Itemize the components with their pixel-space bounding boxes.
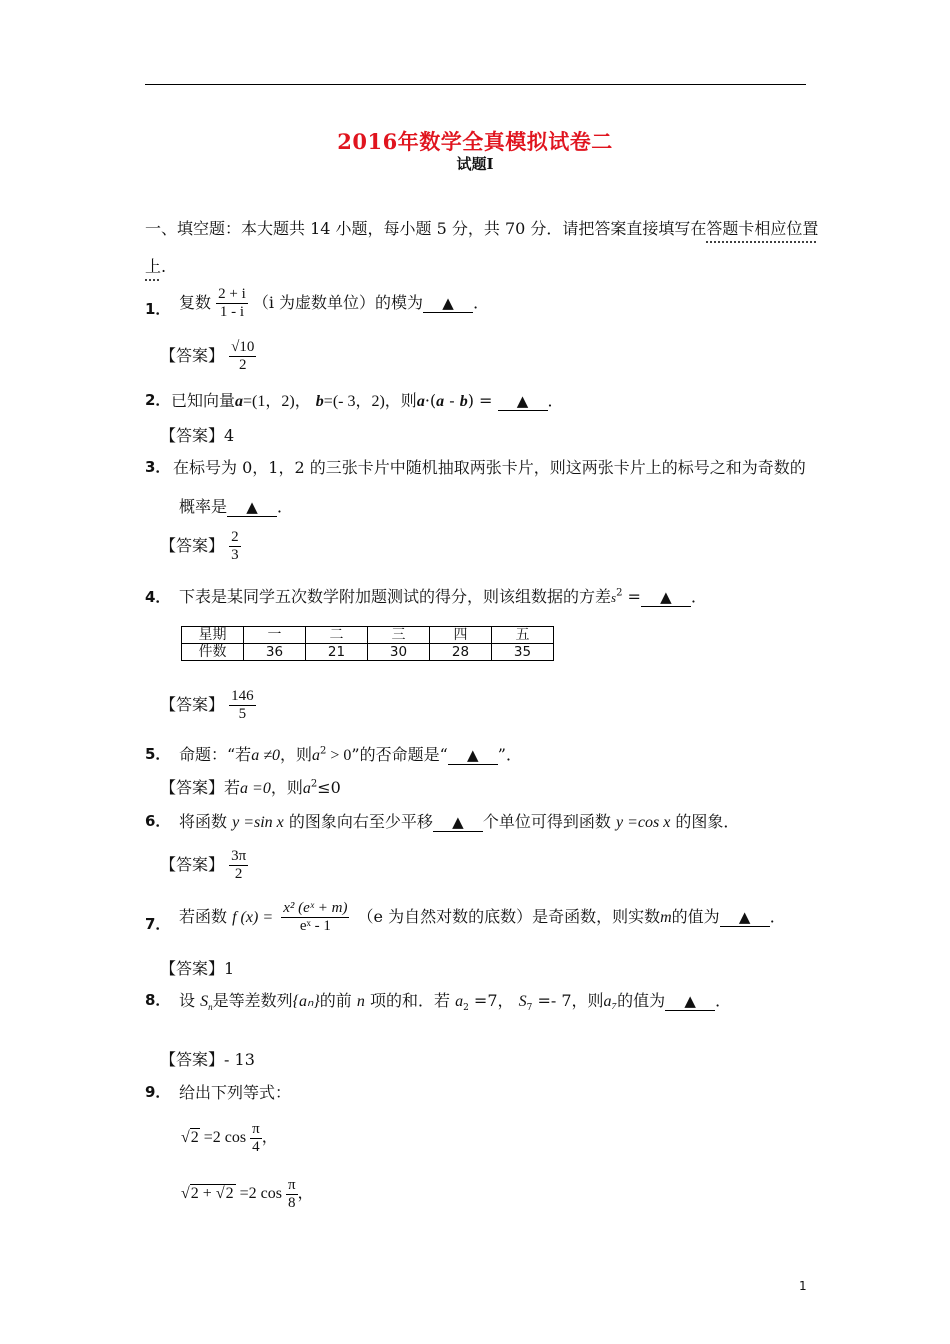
answer-fraction: $\frac{2}{3}$ [231,529,239,563]
answer-label: 【答案】 [160,426,225,445]
answer-blank: ▲ [448,746,498,765]
question-number: 7． [145,915,171,933]
question-4: 下表是某同学五次数学附加题测试的得分，则该组数据的方差$s^2$ = ▲ ． [179,587,707,606]
question-number: 1． [145,300,171,318]
page-subtitle: 试题Ⅰ [456,155,494,173]
answer-blank: ▲ [720,908,770,927]
table-cell: 28 [430,644,492,661]
answer-fraction: $\frac{√10}{2}$ [231,339,255,373]
intro-end: . [161,257,167,276]
page-title: 2016年数学全真模拟试卷二 [337,129,613,154]
answer-fraction: $\frac{146}{5}$ [231,688,254,722]
sqrt: √2 [181,1129,199,1147]
answer-label: 【答案】 [160,695,225,714]
answer-blank: ▲ [423,294,473,313]
table-row-label: 件数 [182,644,244,661]
answer-6 [160,849,248,882]
table-header-cell: 四 [430,627,492,644]
question-number: 8． [145,991,171,1009]
table-header-cell: 三 [368,627,430,644]
question-2: 已知向量a=(1，2)， b=(- 3，2)，则a·(a - b) = ▲ ． [171,391,564,410]
answer-5: 【答案】若a =0，则$a^2\le 0$ [160,778,341,797]
answer-blank: ▲ [433,813,483,832]
table-cell: 36 [244,644,306,661]
question-number: 5． [145,745,171,763]
intro-emphasis-2: 上 [145,257,162,276]
question-number: 4． [145,588,171,606]
q7-fraction: $\frac{\text{x² (eˣ + m)}}{\text{eˣ - 1}}$ [283,900,348,934]
answer-label: 【答案】 [160,346,225,365]
page-number: 1 [799,1279,807,1293]
section-intro [145,216,818,239]
question-number: 2． [145,391,171,409]
question-1: 复数 $\frac{2 + i}{1 - i}$ （i 为虚数单位）的模为 ▲ ． [179,286,490,320]
answer-fraction: $\frac{3\pi}{2}$ [231,848,247,882]
answer-2 [160,423,234,446]
answer-label: 【答案】 [160,855,225,874]
table-row [182,627,554,644]
table-cell: 35 [492,644,554,661]
table-row [182,644,554,661]
table-header-cell: 二 [306,627,368,644]
answer-label: 【答案】 [160,536,225,555]
answer-blank: ▲ [665,992,715,1011]
q1-text-2: （i 为虚数单位）的模为 [252,293,424,312]
answer-blank: ▲ [227,498,277,517]
answer-7 [160,956,234,979]
intro-emphasis: 答题卡相应位置 [706,219,819,238]
equation-1: √2 =2 cos $\frac{\pi}{4}$ ， [181,1121,278,1155]
answer-3 [160,530,241,563]
table-cell: 30 [368,644,430,661]
intro-text: 一、填空题：本大题共 14 小题，每小题 5 分，共 70 分．请把答案直接填写在 [145,219,707,238]
answer-label: 【答案】 [160,959,225,978]
table-header-cell: 一 [244,627,306,644]
question-8: 设 $S_n$是等差数列{aₙ}的前 n 项的和．若 $a_2 =7$， $S_7 =- 7$，则a₇的值为 ▲ ． [179,991,732,1014]
q1-fraction: $\frac{2 + i}{1 - i}$ [218,286,246,320]
answer-1 [160,340,256,373]
sqrt: √2 + √2 [181,1185,234,1203]
q1-text: 复数 [179,293,212,312]
answer-blank: ▲ [498,392,548,411]
question-3-line-1: 在标号为 0，1，2 的三张卡片中随机抽取两张卡片，则这两张卡片上的标号之和为奇数的 [173,458,806,477]
eq2-fraction: $\frac{\pi}{8}$ [287,1177,296,1211]
answer-8 [160,1047,255,1070]
table-header-cell: 星期 [182,627,244,644]
question-5: 命题：“若a ≠0，则$a^2 > 0$”的否命题是“ ▲ ”． [179,745,522,764]
answer-value: 1 [224,959,235,978]
answer-value: - 13 [224,1050,255,1069]
answer-label: 【答案】 [160,1050,225,1069]
equation-2: √2 + √2 =2 cos $\frac{\pi}{8}$ ， [181,1177,314,1211]
answer-4 [160,689,256,722]
answer-value: 4 [224,426,235,445]
scores-table [181,626,554,661]
eq1-fraction: $\frac{\pi}{4}$ [252,1121,260,1155]
table-header-cell: 五 [492,627,554,644]
section-intro-cont [145,254,166,277]
question-6: 将函数 y =sin x 的图象向右至少平移 ▲ 个单位可得到函数 y =cos x 的图象． [179,812,740,831]
question-number: 9． [145,1083,171,1101]
question-9: 给出下列等式： [179,1083,292,1102]
question-7: 若函数 f (x) = $\frac{\text{x² (eˣ + m)}}{\text{eˣ - 1}}$ （e 为自然对数的底数）是奇函数，则实数m的值为 ▲ ． [179,900,786,934]
table-cell: 21 [306,644,368,661]
question-number: 3． [145,458,171,476]
header-rule [145,84,806,85]
question-3-line-2: 概率是 ▲ ． [179,497,294,516]
answer-label: 【答案】 [160,778,225,797]
question-number: 6． [145,812,171,830]
answer-blank: ▲ [641,588,691,607]
